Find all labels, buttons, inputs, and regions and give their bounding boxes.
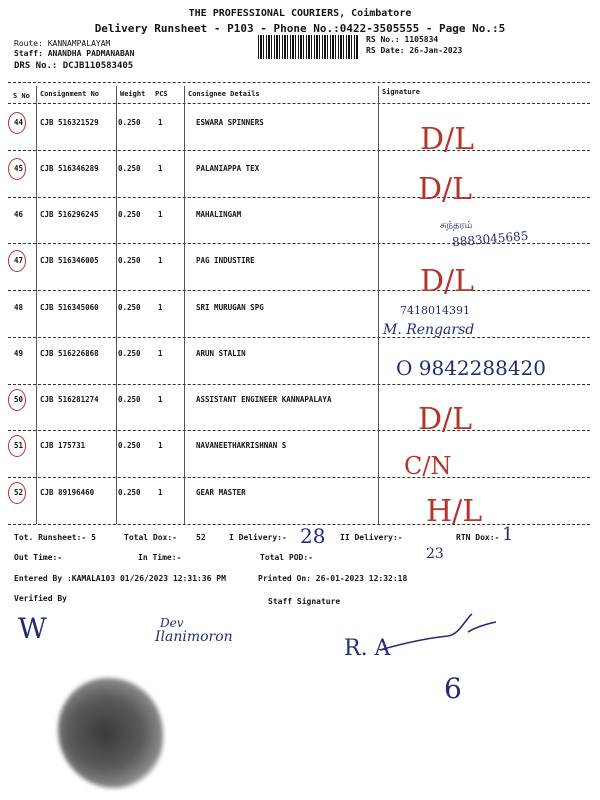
row-consignment: CJB 516346289	[40, 164, 99, 173]
row-sno: 47	[14, 256, 24, 265]
divider	[8, 103, 590, 104]
row-weight: 0.250	[118, 395, 141, 404]
verified-by: Verified By	[14, 594, 67, 603]
row-pcs: 1	[158, 395, 163, 404]
rs-number: RS No.: 1105834	[366, 35, 439, 44]
col-pcs: PCS	[155, 90, 168, 98]
total-dox-label: Total Dox:-	[124, 533, 177, 542]
row-pcs: 1	[158, 488, 163, 497]
ink-smudge	[58, 678, 163, 788]
row-pcs: 1	[158, 349, 163, 358]
staff-signature: Dev	[160, 616, 184, 630]
row-weight: 0.250	[118, 441, 141, 450]
row-consignee: SRI MURUGAN SPG	[196, 303, 264, 312]
col-consignee: Consignee Details	[188, 90, 260, 98]
ii-delivery-label: II Delivery:-	[340, 533, 403, 542]
signature-stroke	[378, 612, 498, 652]
company-title: THE PROFESSIONAL COURIERS, Coimbatore	[188, 8, 412, 19]
row-consignee: GEAR MASTER	[196, 488, 246, 497]
row-divider	[8, 384, 590, 385]
col-weight: Weight	[120, 90, 146, 98]
verifier-signature: W	[18, 612, 47, 645]
total-pod: Total POD:-	[260, 553, 313, 562]
in-time: In Time:-	[138, 553, 182, 562]
row-weight: 0.250	[118, 349, 141, 358]
out-time: Out Time:-	[14, 553, 63, 562]
page-number-handwritten: 6	[444, 672, 462, 705]
row-sno: 52	[14, 488, 24, 497]
runsheet-subtitle: Delivery Runsheet - P103 - Phone No.:0422-3505555 - Page No.:5	[94, 22, 506, 35]
circle-mark	[8, 112, 26, 134]
row-consignment: CJB 516281274	[40, 395, 99, 404]
row-weight: 0.250	[118, 303, 141, 312]
row-divider	[8, 150, 590, 151]
row-consignee: NAVANEETHAKRISHNAN S	[196, 441, 287, 450]
staff-signature: Ilanimoron	[155, 629, 233, 645]
drs-number: DRS No.: DCJB110583405	[14, 61, 134, 71]
handwritten-signature: D/L	[418, 402, 473, 437]
row-sno: 48	[14, 303, 24, 312]
rtn-dox-label: RTN Dox:-	[456, 533, 500, 542]
row-divider	[8, 197, 590, 198]
circle-mark	[8, 158, 26, 180]
route-label: Route: KANNAMPALAYAM	[14, 39, 111, 48]
ii-delivery-value: 23	[426, 546, 444, 562]
row-weight: 0.250	[118, 488, 141, 497]
row-sno: 46	[14, 210, 24, 219]
handwritten-signature: 7418014391	[400, 304, 470, 317]
divider	[8, 82, 590, 83]
barcode	[258, 35, 358, 59]
row-consignment: CJB 516346005	[40, 256, 99, 265]
row-consignment: CJB 516345060	[40, 303, 99, 312]
row-consignment: CJB 516321529	[40, 118, 99, 127]
row-consignee: ASSISTANT ENGINEER KANNAPALAYA	[196, 395, 332, 404]
row-divider	[8, 477, 590, 478]
row-pcs: 1	[158, 441, 163, 450]
grid-line	[378, 86, 379, 524]
circle-mark	[8, 250, 26, 272]
row-sno: 45	[14, 164, 24, 173]
row-weight: 0.250	[118, 164, 141, 173]
row-weight: 0.250	[118, 210, 141, 219]
entered-by: Entered By :KAMALA103 01/26/2023 12:31:36 PM	[14, 574, 226, 583]
handwritten-signature: சுந்தரம்	[440, 220, 473, 231]
handwritten-signature: D/L	[420, 264, 475, 299]
row-consignment: CJB 516226868	[40, 349, 99, 358]
rs-date: RS Date: 26-Jan-2023	[366, 46, 463, 55]
row-pcs: 1	[158, 303, 163, 312]
row-sno: 51	[14, 441, 24, 450]
row-consignment: CJB 89196460	[40, 488, 95, 497]
rtn-dox-value: 1	[502, 524, 514, 545]
handwritten-signature: O 9842288420	[396, 356, 546, 380]
i-delivery-value: 28	[300, 524, 326, 548]
row-weight: 0.250	[118, 256, 141, 265]
handwritten-signature: 8883045685	[451, 228, 529, 250]
row-consignee: PALANIAPPA TEX	[196, 164, 260, 173]
row-pcs: 1	[158, 210, 163, 219]
row-divider	[8, 290, 590, 291]
row-consignee: PAG INDUSTIRE	[196, 256, 255, 265]
printed-on: Printed On: 26-01-2023 12:32:18	[258, 574, 408, 583]
row-consignment: CJB 175731	[40, 441, 86, 450]
row-pcs: 1	[158, 256, 163, 265]
handwritten-signature: D/L	[418, 172, 473, 207]
handwritten-signature: C/N	[404, 452, 452, 480]
circle-mark	[8, 389, 26, 411]
staff-signature-label: Staff Signature	[268, 597, 341, 606]
total-dox-value: 52	[196, 533, 206, 542]
grid-line	[184, 86, 185, 524]
row-sno: 50	[14, 395, 24, 404]
circle-mark	[8, 482, 26, 504]
row-consignee: ARUN STALIN	[196, 349, 246, 358]
row-sno: 44	[14, 118, 24, 127]
tot-runsheet: Tot. Runsheet:- 5	[14, 533, 96, 542]
row-divider	[8, 430, 590, 431]
grid-line	[116, 86, 117, 524]
staff-signature: R. A	[344, 636, 391, 661]
col-sno: S No	[13, 92, 30, 100]
row-pcs: 1	[158, 118, 163, 127]
row-consignee: MAHALINGAM	[196, 210, 242, 219]
grid-line	[36, 86, 37, 524]
handwritten-signature: H/L	[426, 494, 483, 529]
row-consignee: ESWARA SPINNERS	[196, 118, 264, 127]
col-signature: Signature	[382, 88, 420, 96]
staff-label: Staff: ANANDHA PADMANABAN	[14, 49, 135, 58]
handwritten-signature: D/L	[420, 122, 475, 157]
col-consignment: Consignment No	[40, 90, 100, 98]
i-delivery-label: I Delivery:-	[229, 533, 287, 542]
row-weight: 0.250	[118, 118, 141, 127]
row-pcs: 1	[158, 164, 163, 173]
circle-mark	[8, 435, 26, 457]
handwritten-signature: M. Rengarsd	[383, 322, 475, 338]
row-divider	[8, 337, 590, 338]
row-sno: 49	[14, 349, 24, 358]
row-consignment: CJB 516296245	[40, 210, 99, 219]
